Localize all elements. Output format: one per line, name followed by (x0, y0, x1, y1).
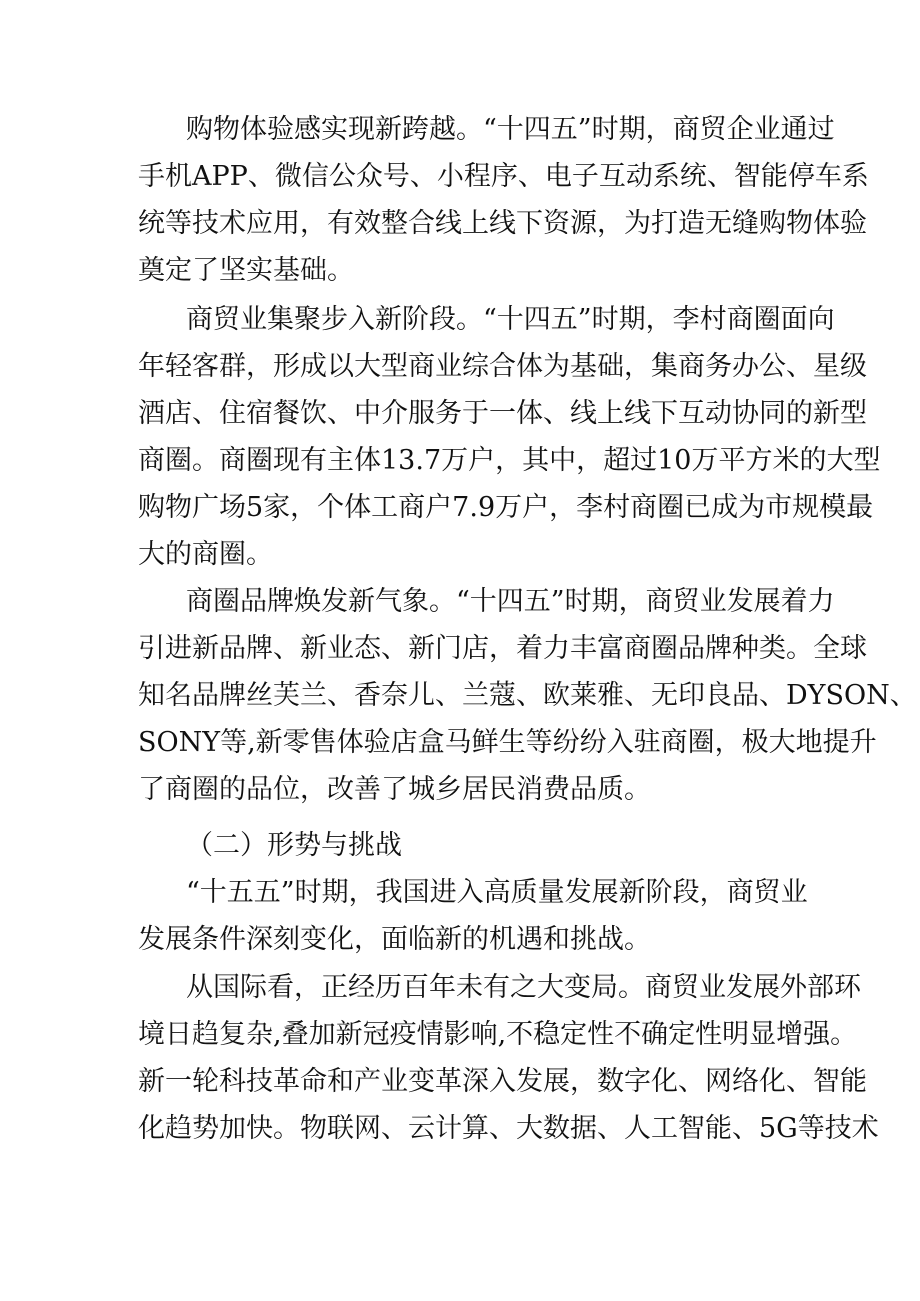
paragraph-line: 购物广场5家，个体工商户7.9万户，李村商圈已成为市规模最 (138, 492, 874, 523)
paragraph-international-view (138, 964, 879, 1152)
paragraph-line: “十五五”时期，我国进入高质量发展新阶段，商贸业 (186, 877, 808, 908)
paragraph-line: 引进新品牌、新业态、新门店，着力丰富商圈品牌种类。全球 (138, 633, 867, 664)
paragraph-line: 新一轮科技革命和产业变革深入发展，数字化、网络化、智能 (138, 1066, 867, 1097)
paragraph-line: 知名品牌丝芙兰、香奈儿、兰蔻、欧莱雅、无印良品、DYSON、 (138, 680, 917, 711)
paragraph-line: 酒店、住宿餐饮、中介服务于一体、线上线下互动协同的新型 (138, 398, 867, 429)
paragraph-line: 化趋势加快。物联网、云计算、大数据、人工智能、5G等技术 (138, 1113, 879, 1144)
paragraph-commerce-cluster (138, 296, 881, 578)
paragraph-line: 商圈品牌焕发新气象。“十四五”时期，商贸业发展着力 (186, 586, 835, 617)
section-heading: （二）形势与挑战 (186, 830, 402, 861)
paragraph-line: 统等技术应用，有效整合线上线下资源，为打造无缝购物体验 (138, 208, 867, 239)
paragraph-line: 奠定了坚实基础。 (138, 255, 354, 286)
paragraph-line: 购物体验感实现新跨越。“十四五”时期，商贸企业通过 (186, 114, 835, 145)
paragraph-line: 了商圈的品位，改善了城乡居民消费品质。 (138, 774, 651, 805)
paragraph-line: 从国际看，正经历百年未有之大变局。商贸业发展外部环 (186, 972, 861, 1003)
paragraph-line: SONY等,新零售体验店盒马鲜生等纷纷入驻商圈，极大地提升 (138, 727, 877, 758)
paragraph-line: 商圈。商圈现有主体13.7万户，其中，超过10万平方米的大型 (138, 445, 881, 476)
paragraph-line: 商贸业集聚步入新阶段。“十四五”时期，李村商圈面向 (186, 304, 835, 335)
paragraph-line: 手机APP、微信公众号、小程序、电子互动系统、智能停车系 (138, 161, 869, 192)
paragraph-line: 境日趋复杂,叠加新冠疫情影响,不稳定性不确定性明显增强。 (138, 1019, 858, 1050)
paragraph-shopping-experience (138, 106, 869, 294)
paragraph-line: 大的商圈。 (138, 539, 273, 570)
paragraph-brand-image (138, 578, 917, 813)
paragraph-new-stage (138, 869, 808, 963)
paragraph-line: 发展条件深刻变化，面临新的机遇和挑战。 (138, 924, 651, 955)
paragraph-line: 年轻客群，形成以大型商业综合体为基础，集商务办公、星级 (138, 351, 867, 382)
